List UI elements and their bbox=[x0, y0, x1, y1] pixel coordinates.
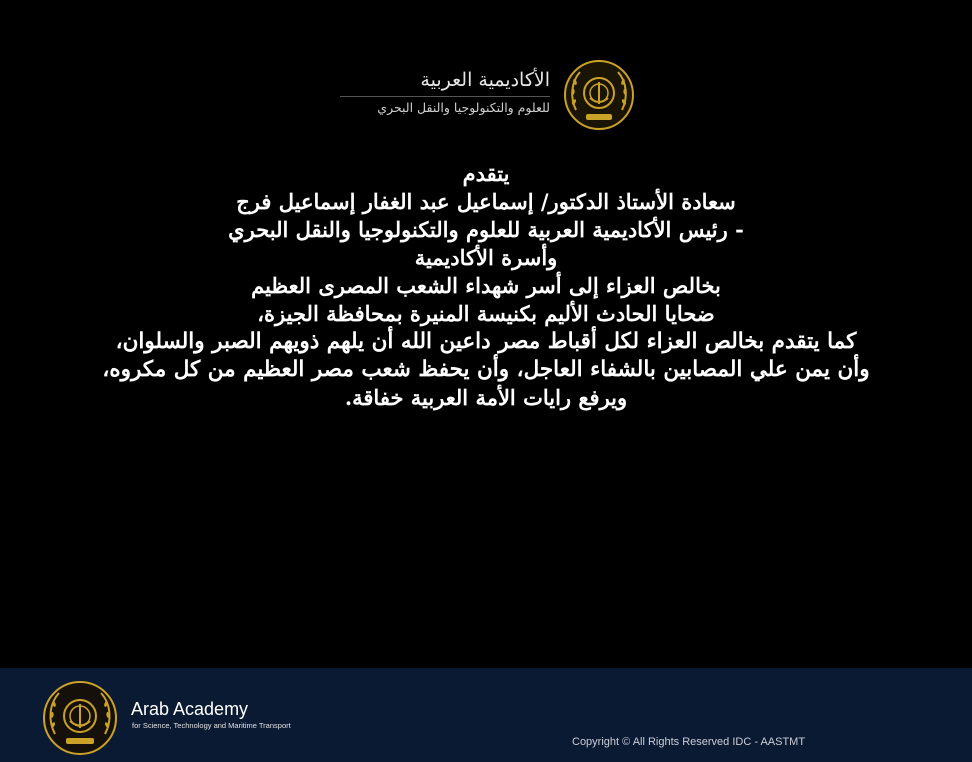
copyright-notice: Copyright © All Rights Reserved IDC - AASTMT bbox=[572, 736, 806, 748]
message-line-9: ويرفع رايات الأمة العربية خفاقة. bbox=[344, 385, 628, 410]
footer bbox=[0, 668, 972, 762]
footer-seal-icon[interactable] bbox=[40, 678, 120, 758]
condolence-message bbox=[0, 160, 972, 412]
message-line-2: سعادة الأستاذ الدكتور/ إسماعيل عبد الغفار إسماعيل فرج bbox=[236, 189, 736, 214]
message-line-6: ضحايا الحادث الأليم بكنيسة المنيرة بمحافظة الجيزة، bbox=[257, 301, 715, 326]
logo-arabic-subtitle: للعلوم والتكنولوجيا والنقل البحري bbox=[340, 96, 550, 117]
message-line-8: وأن يمن علي المصابين بالشفاء العاجل، وأن يحفظ شعب مصر العظيم من كل مكروه، bbox=[102, 357, 870, 382]
message-line-4: وأسرة الأكاديمية bbox=[414, 245, 558, 270]
academy-seal-icon bbox=[562, 58, 636, 132]
message-line-5: بخالص العزاء إلى أسر شهداء الشعب المصرى العظيم bbox=[251, 273, 721, 298]
logo-arabic-title: الأكاديمية العربية bbox=[420, 69, 550, 91]
message-line-1: يتقدم bbox=[462, 161, 510, 186]
footer-academy-subtitle: for Science, Technology and Maritime Transport bbox=[132, 721, 291, 730]
academy-header-logo[interactable] bbox=[336, 58, 636, 138]
message-line-7: كما يتقدم بخالص العزاء لكل أقباط مصر داعين الله أن يلهم ذويهم الصبر والسلوان، bbox=[115, 329, 857, 354]
message-line-3: - رئيس الأكاديمية العربية للعلوم والتكنولوجيا والنقل البحري bbox=[228, 217, 744, 242]
footer-academy-name[interactable]: Arab Academy bbox=[131, 699, 249, 719]
academy-wordmark bbox=[340, 68, 550, 117]
